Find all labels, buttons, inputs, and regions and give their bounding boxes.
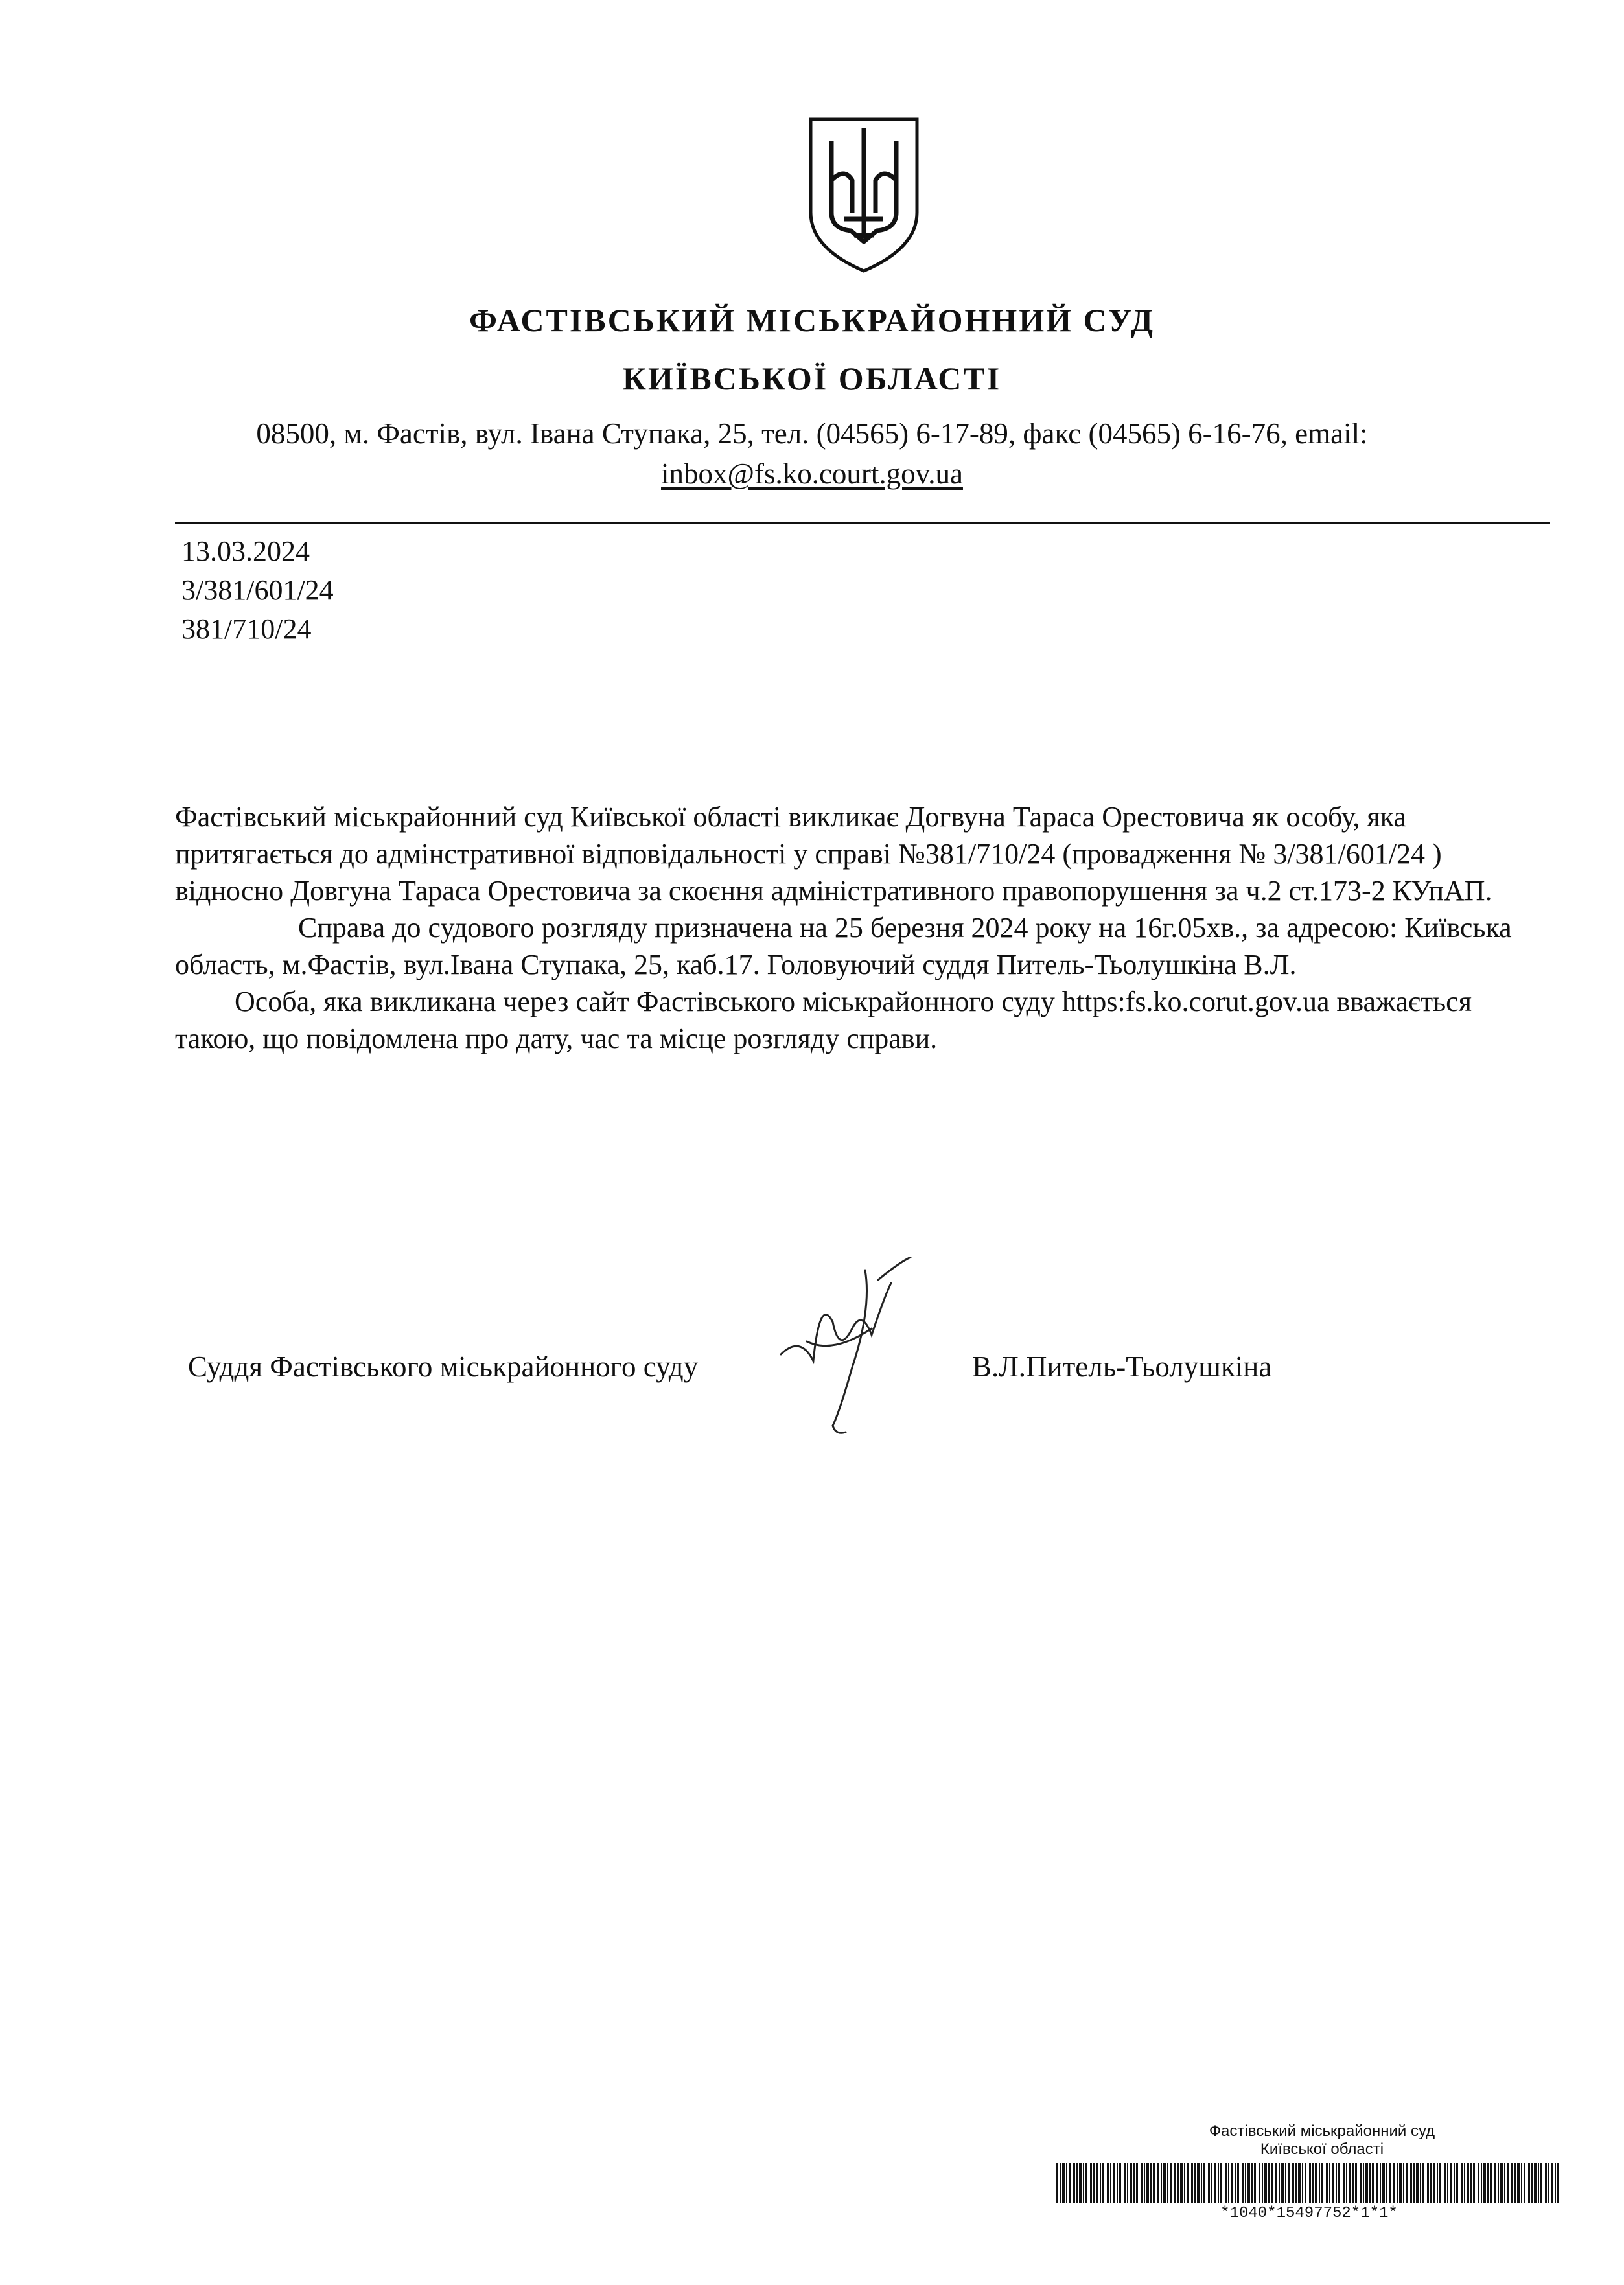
trident-coat-of-arms-icon (806, 115, 922, 274)
stamp-org-line1: Фастівський міськрайонний суд (1209, 2122, 1435, 2140)
stamp-organization (1102, 2122, 1542, 2159)
body-paragraph-hearing: Справа до судового розгляду призначена на 25 березня 2024 року на 16г.05хв., за адресою: Київська область, м.Фастів, вул.Івана Ступака, 25, каб.17. Головуючий суддя Питель-Тьолушкіна В.Л. (175, 912, 1512, 980)
barcode-number: *1040*15497752*1*1* (1220, 2205, 1398, 2222)
outgoing-number: 3/381/601/24 (181, 574, 334, 606)
court-address: 08500, м. Фастів, вул. Івана Ступака, 25, тел. (04565) 6-17-89, факс (04565) 6-16-76, email: (256, 417, 1368, 450)
stamp-org-line2: Київської області (1260, 2140, 1384, 2158)
signer-position: Суддя Фастівського міськрайонного суду (188, 1351, 699, 1383)
barcode (1056, 2163, 1562, 2203)
case-number: 381/710/24 (181, 613, 312, 645)
court-email-link[interactable]: inbox@fs.ko.court.gov.ua (661, 458, 963, 490)
header-divider (175, 522, 1550, 524)
document-date: 13.03.2024 (181, 535, 310, 567)
court-email-line (0, 457, 1624, 491)
document-body (175, 798, 1555, 1057)
body-paragraph-summons: Фастівський міськрайонний суд Київської області викликає Догвуна Тараса Орестовича як особу, яка притягається до адмінстративної відповідальності у справі №381/710/24 (провадження № 3/381/601/24 ) відносно Довгуна Тараса Орестовича за скоєння адміністративного правопорушення за ч.2 ст.173-2 КУпАП. (175, 801, 1492, 907)
court-name: ФАСТІВСЬКИЙ МІСЬКРАЙОННИЙ СУД (469, 302, 1155, 338)
signer-name: В.Л.Питель-Тьолушкіна (972, 1351, 1272, 1383)
body-paragraph-notice: Особа, яка викликана через сайт Фастівського міськрайонного суду https:fs.ko.corut.gov.ua вважається такою, що повідомлена про дату, час та місце розгляду справи. (175, 986, 1472, 1054)
court-region: КИЇВСЬКОЇ ОБЛАСТІ (622, 360, 1002, 397)
handwritten-signature (774, 1257, 943, 1452)
